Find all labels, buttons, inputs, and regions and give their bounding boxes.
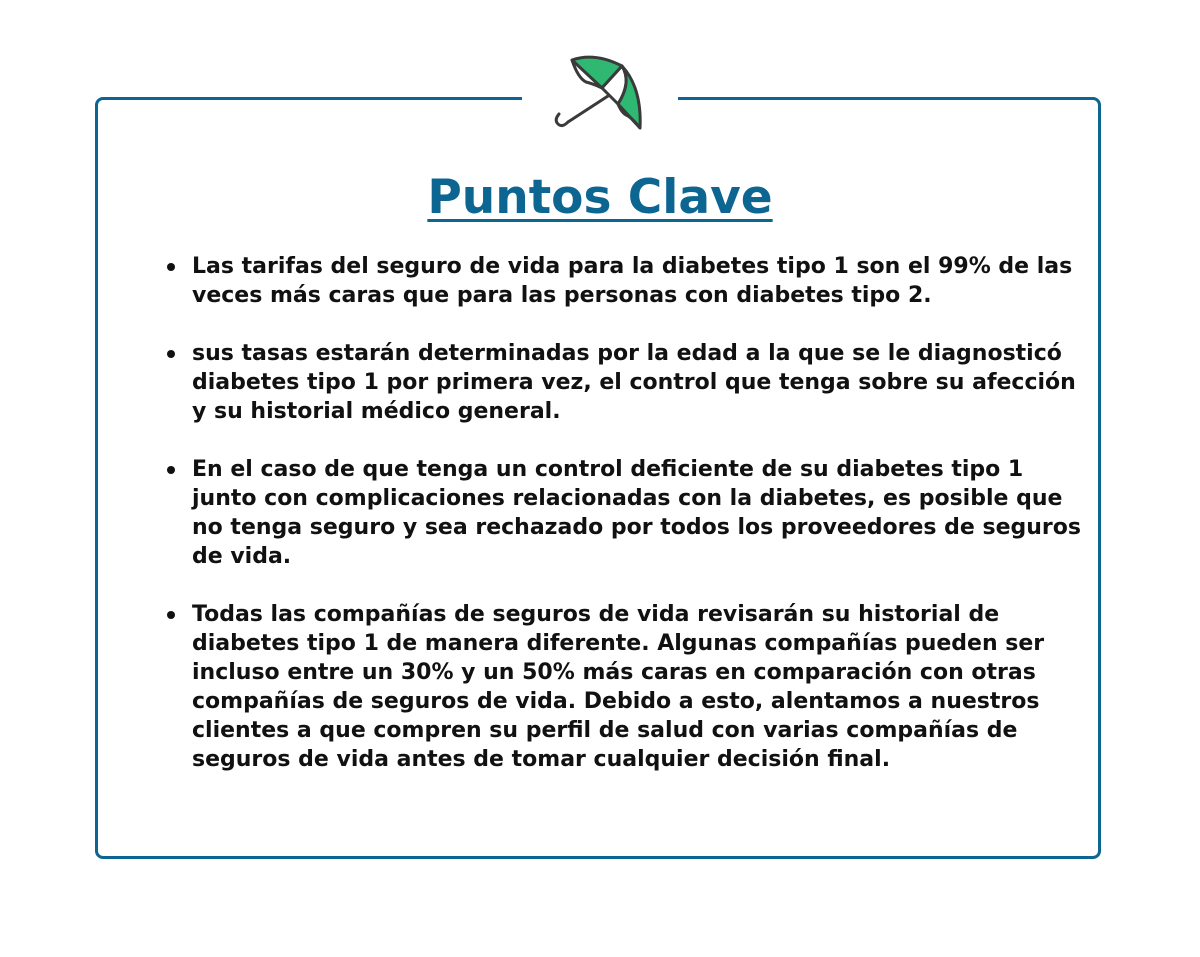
- list-item: En el caso de que tenga un control deficiente de su diabetes tipo 1 junto con complicaciones relacionadas con la diabetes, es posible que no tenga seguro y sea rechazado por todos los proveedores de seguros de vida.: [192, 457, 1081, 569]
- page-title: Puntos Clave: [427, 170, 773, 225]
- umbrella-shaft: [568, 96, 608, 122]
- umbrella-handle: [556, 114, 568, 126]
- list-item: Todas las compañías de seguros de vida revisarán su historial de diabetes tipo 1 de manera diferente. Algunas compañías pueden ser incluso entre un 30% y un 50% más caras en comparación con otras compañías de seguros de vida. Debido a esto, alentamos a nuestros clientes a que compren su perfil de salud con varias compañías de seguros de vida antes de tomar cualquier decisión final.: [192, 600, 1082, 774]
- list-item: sus tasas estarán determinadas por la edad a la que se le diagnosticó diabetes tipo 1 por primera vez, el control que tenga sobre su afección y su historial médico general.: [192, 339, 1082, 426]
- umbrella-icon: [550, 52, 650, 134]
- list-item: Las tarifas del seguro de vida para la diabetes tipo 1 son el 99% de las veces más caras que para las personas con diabetes tipo 2.: [192, 252, 1082, 310]
- key-points-list: [192, 252, 1082, 803]
